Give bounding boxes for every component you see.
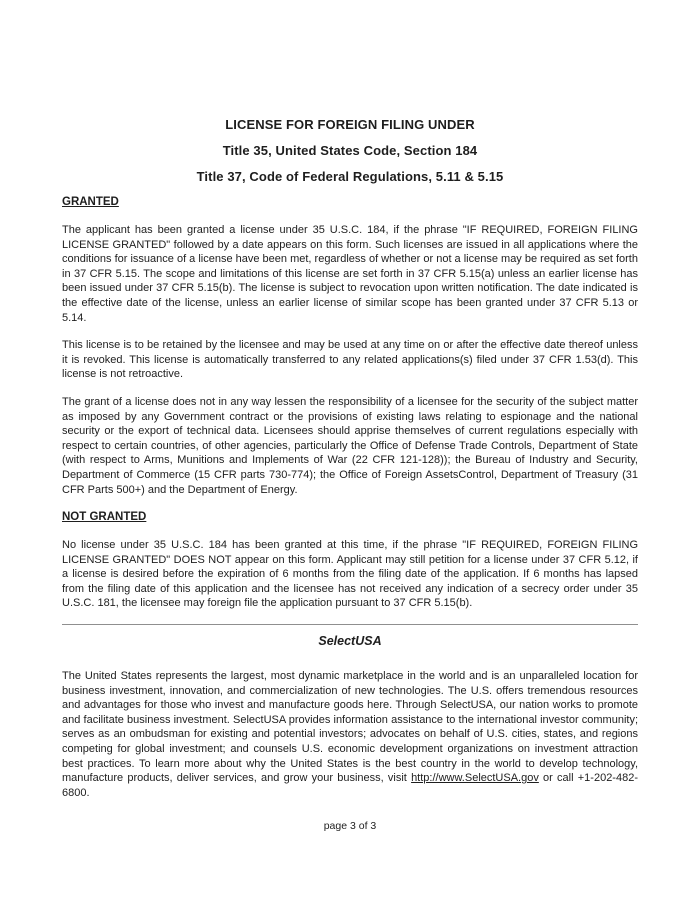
document-title-line3: Title 37, Code of Federal Regulations, 5.11 & 5.15 [196, 169, 504, 184]
selectusa-url-link[interactable]: http://www.SelectUSA.gov [411, 772, 539, 785]
document-title-line1: LICENSE FOR FOREIGN FILING UNDER [225, 117, 475, 132]
granted-section-heading: GRANTED [62, 196, 119, 208]
granted-paragraph-1: The applicant has been granted a license under 35 U.S.C. 184, if the phrase "IF REQUIRED, FOREIGN FILING LICENSE GRANTED" followed by a date appears on this form. Such licenses are issued in all applications where the conditions for issuance of a license have been met, regardless of whether or not a license may be required as set forth in 37 CFR 5.15. The scope and limitations of this license are set forth in 37 CFR 5.15(a) unless an earlier license has been issued under 37 CFR 5.15(b). The license is subject to revocation upon written notification. The date indicated is the effective date of the license, unless an earlier license of similar scope has been granted under 37 CFR 5.13 or 5.14. [62, 224, 638, 324]
document-title-line2: Title 35, United States Code, Section 184 [222, 143, 478, 158]
not-granted-section-heading: NOT GRANTED [62, 511, 147, 524]
section-divider [62, 624, 638, 625]
selectusa-text-before-link: The United States represents the largest, most dynamic marketplace in the world and is an unparalleled location for business investment, innovation, and commercialization of new technologies. The U.S. offers tremendous resources and advantages for those who invest and manufacture goods here. Through SelectUSA, our nation works to promote and facilitate business investment. SelectUSA provides information assistance to the international investor community; serves as an ombudsman for existing and potential investors; advocates on behalf of U.S. cities, states, and regions competing for global investment; and counsels U.S. economic development organizations on investment attraction best practices. To learn more about why the United States is the best country in the world to develop technology, manufacture products, deliver services, and grow your business, visit [62, 670, 638, 785]
selectusa-heading: SelectUSA [318, 634, 382, 649]
not-granted-paragraph-1: No license under 35 U.S.C. 184 has been granted at this time, if the phrase "IF REQUIRED, FOREIGN FILING LICENSE GRANTED" DOES NOT appear on this form. Applicant may still petition for a license under 37 CFR 5.12, if a license is desired before the expiration of 6 months from the filing date of the application. If 6 months has lapsed from the filing date of this application and the licensee has not received any indication of a secrecy order under 35 U.S.C. 181, the licensee may foreign file the application pursuant to 37 CFR 5.15(b). [62, 539, 638, 610]
selectusa-text-after-link: or call +1-202-482-6800. [62, 772, 638, 799]
granted-paragraph-2: This license is to be retained by the licensee and may be used at any time on or after the effective date thereof unless it is revoked. This license is automatically transferred to any related applications(s) filed under 37 CFR 1.53(d). This license is not retroactive. [62, 339, 638, 381]
granted-paragraph-3: The grant of a license does not in any way lessen the responsibility of a licensee for the security of the subject matter as imposed by any Government contract or the provisions of existing laws relating to espionage and the national security or the export of technical data. Licensees should apprise themselves of current regulations especially with respect to certain countries, of other agencies, particularly the Office of Defense Trade Controls, Department of State (with respect to Arms, Munitions and Implements of War (22 CFR 121-128)); the Bureau of Industry and Security, Department of Commerce (15 CFR parts 730-774); the Office of Foreign AssetsControl, Department of Treasury (31 CFR Parts 500+) and the Department of Energy. [62, 395, 638, 496]
page-number-footer: page 3 of 3 [323, 820, 377, 832]
selectusa-paragraph [62, 669, 638, 800]
